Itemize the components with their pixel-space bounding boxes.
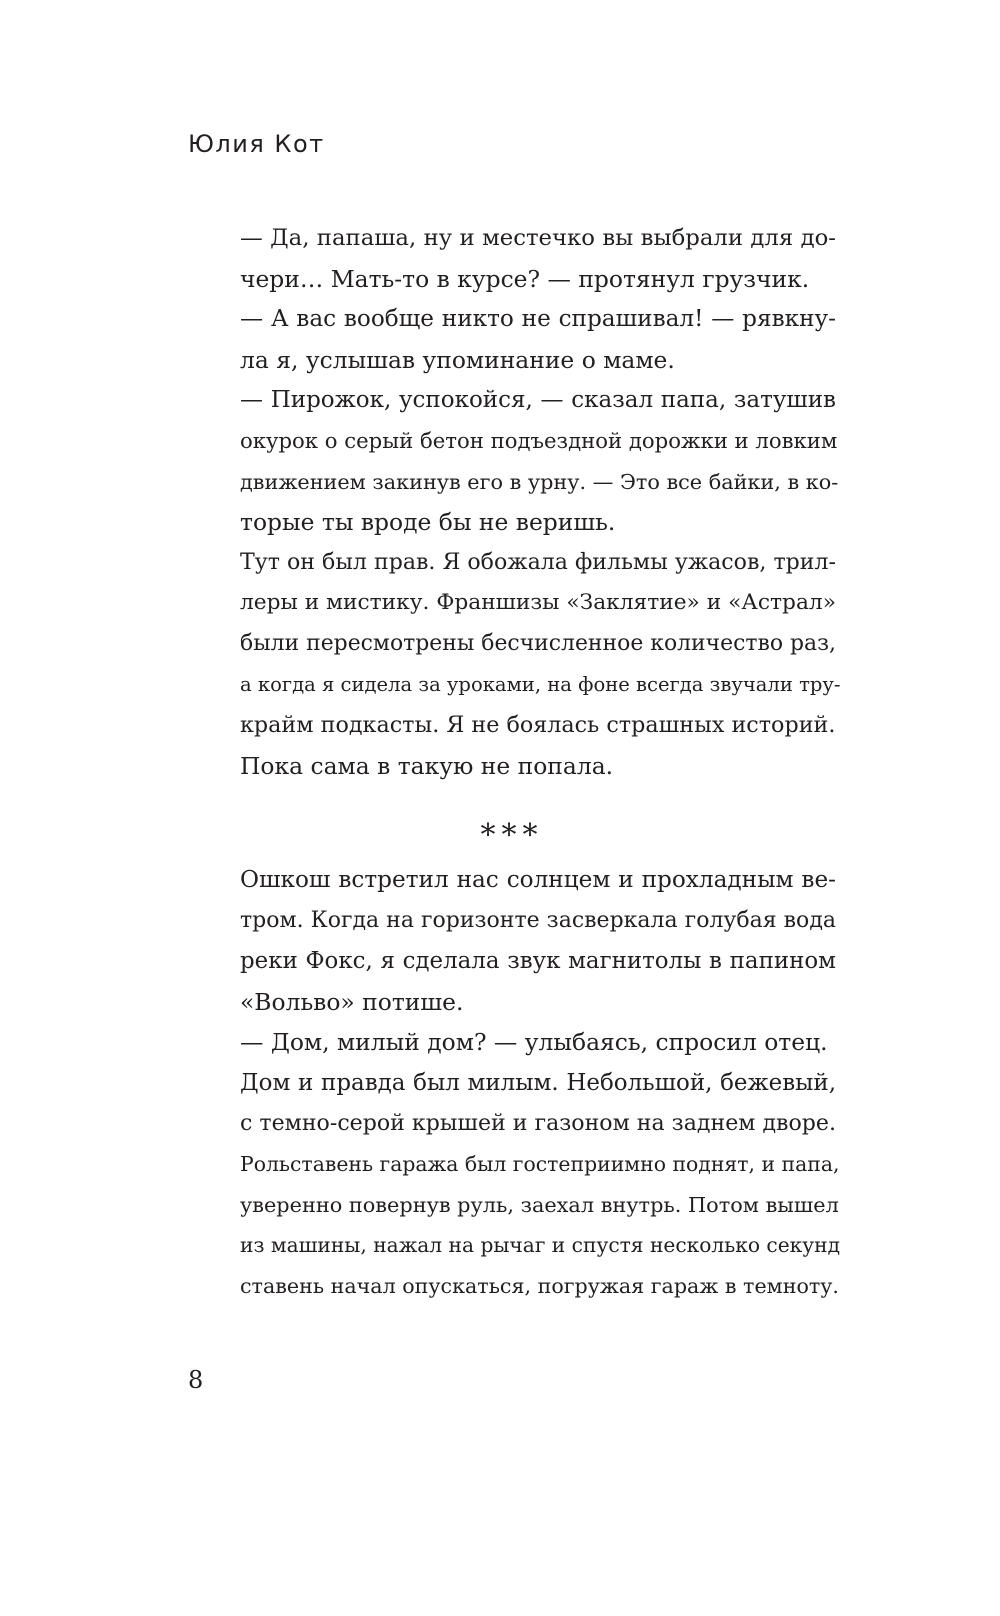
text-line: Рольставень гаража был гостеприимно поднят, и папа,	[240, 1152, 840, 1177]
paragraph-horror-fan	[188, 543, 841, 746]
paragraph-closing-line	[188, 746, 836, 787]
text-block-bottom	[188, 860, 841, 1307]
page-number: 8	[188, 1366, 204, 1394]
text-line: Дом и правда был милым. Небольшой, бежевый,	[240, 1069, 836, 1096]
text-line: движением закинув его в урну. — Это все байки, в ко-	[240, 469, 839, 494]
text-line: уверенно повернув руль, заехал внутрь. Потом вышел	[240, 1192, 839, 1217]
text-line: — Дом, милый дом? — улыбаясь, спросил отец.	[240, 1028, 828, 1057]
paragraph-dialogue-home	[188, 1022, 836, 1063]
text-line: Ошкош встретил нас солнцем и прохладным ве-	[240, 866, 836, 893]
text-line: с темно-серой крышей и газоном на заднем дворе.	[240, 1110, 836, 1136]
text-line: крайм подкасты. Я не боялась страшных историй.	[240, 712, 836, 739]
text-line: окурок о серый бетон подъездной дорожки и ловким	[240, 427, 838, 453]
text-line: — Да, папаша, ну и местечко вы выбрали для до-	[240, 225, 836, 251]
text-line: из машины, нажал на рычаг и спустя несколько секунд	[240, 1233, 841, 1258]
text-line: а когда я сидела за уроками, на фоне всегда звучали тру-	[240, 672, 841, 696]
text-line: торые ты вроде бы не веришь.	[240, 508, 616, 537]
text-line: были пересмотрены бесчисленное количество раз,	[240, 630, 836, 656]
text-line: — Пирожок, успокойся, — сказал папа, затушив	[240, 387, 836, 414]
paragraph-dialogue-narrator	[188, 299, 836, 380]
text-line: реки Фокс, я сделала звук магнитолы в папином	[240, 948, 836, 975]
text-line: леры и мистику. Франшизы «Заклятие» и «Астрал»	[240, 590, 836, 616]
section-separator: ***	[480, 818, 544, 853]
paragraph-arrival	[188, 860, 836, 1022]
text-line: тром. Когда на горизонте засверкала голубая вода	[240, 907, 836, 933]
text-line: Тут он был прав. Я обожала фильмы ужасов, трил-	[240, 549, 836, 575]
text-line: чери… Мать-то в курсе? — протянул грузчик.	[240, 264, 810, 293]
text-block-top	[188, 218, 841, 786]
running-head-author: Юлия Кот	[188, 130, 325, 158]
paragraph-dialogue-loader	[188, 218, 836, 299]
text-line: Пока сама в такую не попала.	[240, 751, 614, 780]
paragraph-house-description	[188, 1063, 841, 1307]
text-line: «Вольво» потише.	[240, 987, 464, 1016]
text-line: ла я, услышав упоминание о маме.	[240, 345, 675, 374]
paragraph-dialogue-father	[188, 380, 839, 542]
text-line: ставень начал опускаться, погружая гараж в темноту.	[240, 1273, 839, 1298]
text-line: — А вас вообще никто не спрашивал! — рявкну-	[240, 305, 836, 333]
